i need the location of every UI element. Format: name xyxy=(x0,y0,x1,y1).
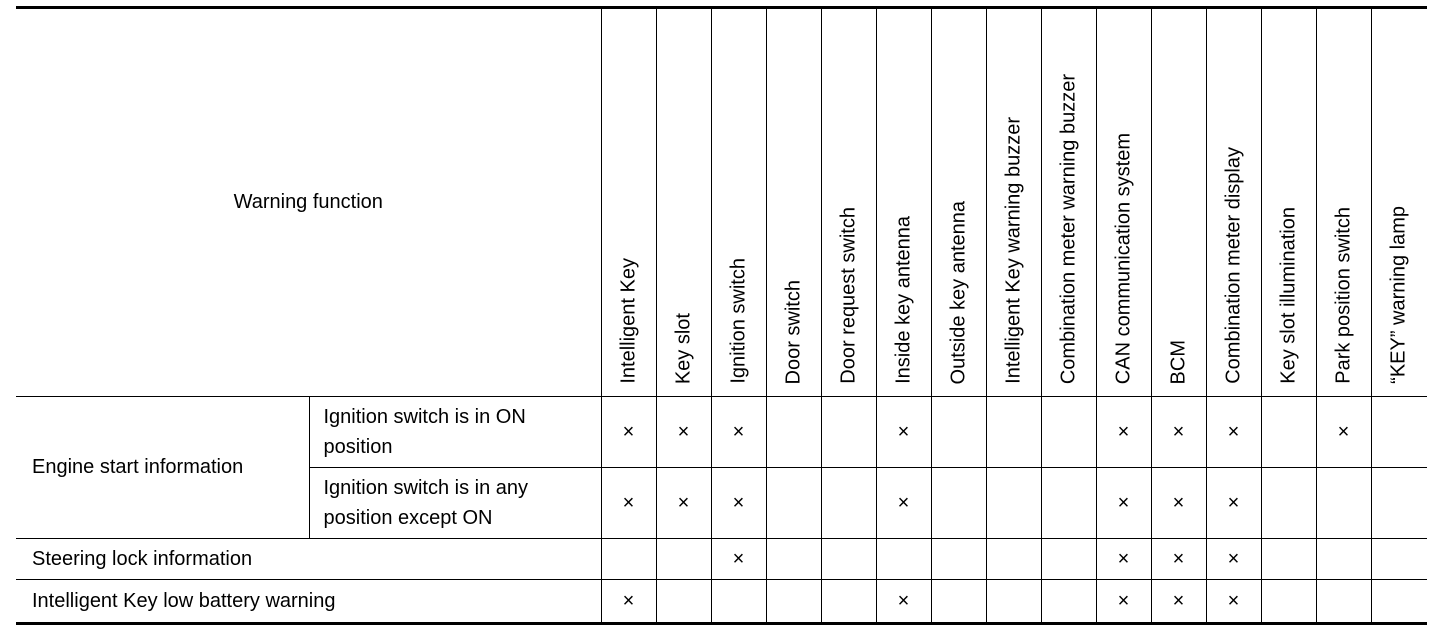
mark-cell xyxy=(931,580,986,624)
column-header-label: Intelligent Key xyxy=(617,258,639,384)
mark-cell xyxy=(821,468,876,539)
mark-cell xyxy=(1041,468,1096,539)
table-row xyxy=(16,580,1427,624)
mark-cell xyxy=(986,539,1041,580)
mark-cell: × xyxy=(1151,397,1206,468)
warning-function-table xyxy=(16,6,1427,625)
mark-cell: × xyxy=(656,468,711,539)
mark-cell: × xyxy=(1206,468,1261,539)
column-header-label: Ignition switch xyxy=(727,258,749,384)
mark-cell xyxy=(1316,468,1371,539)
mark-cell xyxy=(931,539,986,580)
mark-cell xyxy=(1371,580,1427,624)
ignition-except-on-label: Ignition switch is in any position except ON xyxy=(309,468,601,539)
mark-cell xyxy=(1261,397,1316,468)
mark-cell xyxy=(1371,397,1427,468)
column-header xyxy=(931,8,986,397)
mark-cell xyxy=(1041,397,1096,468)
mark-cell xyxy=(931,397,986,468)
mark-cell: × xyxy=(1096,397,1151,468)
mark-cell xyxy=(1371,539,1427,580)
mark-cell xyxy=(986,468,1041,539)
mark-cell xyxy=(986,580,1041,624)
column-header-label: Outside key antenna xyxy=(947,200,969,384)
mark-cell xyxy=(711,580,766,624)
column-header xyxy=(1316,8,1371,397)
mark-cell: × xyxy=(601,580,656,624)
column-header-label: Park position switch xyxy=(1332,207,1354,384)
column-header-label: Inside key antenna xyxy=(892,216,914,384)
column-header xyxy=(821,8,876,397)
column-header xyxy=(711,8,766,397)
column-header xyxy=(601,8,656,397)
column-header-label: “KEY” warning lamp xyxy=(1387,206,1410,384)
mark-cell xyxy=(1371,468,1427,539)
column-header xyxy=(986,8,1041,397)
table-header-row xyxy=(16,8,1427,397)
column-header-label: Combination meter display xyxy=(1222,147,1244,384)
column-header-label: Key slot xyxy=(672,312,694,384)
column-header xyxy=(1041,8,1096,397)
mark-cell xyxy=(931,468,986,539)
mark-cell: × xyxy=(1206,397,1261,468)
mark-cell xyxy=(1261,539,1316,580)
mark-cell xyxy=(1261,468,1316,539)
mark-cell xyxy=(601,539,656,580)
mark-cell: × xyxy=(1316,397,1371,468)
mark-cell xyxy=(766,580,821,624)
warning-function-header: Warning function xyxy=(16,8,601,397)
column-header xyxy=(1261,8,1316,397)
steering-lock-information-label: Steering lock information xyxy=(16,539,601,580)
table-row xyxy=(16,539,1427,580)
mark-cell xyxy=(766,397,821,468)
column-header xyxy=(1096,8,1151,397)
column-header-label: Intelligent Key warning buzzer xyxy=(1002,117,1024,384)
column-header xyxy=(766,8,821,397)
column-header xyxy=(1206,8,1261,397)
column-header-label: Key slot illumination xyxy=(1277,207,1299,384)
mark-cell: × xyxy=(1096,539,1151,580)
mark-cell: × xyxy=(1151,580,1206,624)
column-header xyxy=(876,8,931,397)
mark-cell: × xyxy=(1206,580,1261,624)
column-header-label: BCM xyxy=(1167,339,1189,384)
low-battery-warning-label: Intelligent Key low battery warning xyxy=(16,580,601,624)
mark-cell xyxy=(766,468,821,539)
mark-cell: × xyxy=(711,539,766,580)
mark-cell: × xyxy=(1206,539,1261,580)
mark-cell xyxy=(821,539,876,580)
mark-cell: × xyxy=(711,397,766,468)
mark-cell xyxy=(986,397,1041,468)
mark-cell xyxy=(656,539,711,580)
mark-cell xyxy=(876,539,931,580)
mark-cell xyxy=(766,539,821,580)
mark-cell: × xyxy=(1096,468,1151,539)
mark-cell xyxy=(1041,580,1096,624)
mark-cell: × xyxy=(876,468,931,539)
mark-cell: × xyxy=(601,397,656,468)
mark-cell: × xyxy=(876,580,931,624)
mark-cell: × xyxy=(876,397,931,468)
mark-cell xyxy=(656,580,711,624)
mark-cell: × xyxy=(1151,539,1206,580)
mark-cell xyxy=(1316,539,1371,580)
column-header xyxy=(656,8,711,397)
mark-cell xyxy=(821,580,876,624)
table-row xyxy=(16,397,1427,468)
mark-cell xyxy=(1316,580,1371,624)
mark-cell: × xyxy=(601,468,656,539)
mark-cell xyxy=(1261,580,1316,624)
column-header-label: Door switch xyxy=(782,279,804,384)
mark-cell: × xyxy=(1151,468,1206,539)
mark-cell: × xyxy=(1096,580,1151,624)
engine-start-information-label: Engine start information xyxy=(16,397,309,539)
mark-cell xyxy=(1041,539,1096,580)
column-header-label: Door request switch xyxy=(837,207,859,384)
column-header xyxy=(1371,8,1427,397)
ignition-on-label: Ignition switch is in ON position xyxy=(309,397,601,468)
column-header xyxy=(1151,8,1206,397)
mark-cell: × xyxy=(656,397,711,468)
column-header-label: Combination meter warning buzzer xyxy=(1057,73,1079,384)
mark-cell: × xyxy=(711,468,766,539)
column-header-label: CAN communication system xyxy=(1112,132,1134,384)
mark-cell xyxy=(821,397,876,468)
